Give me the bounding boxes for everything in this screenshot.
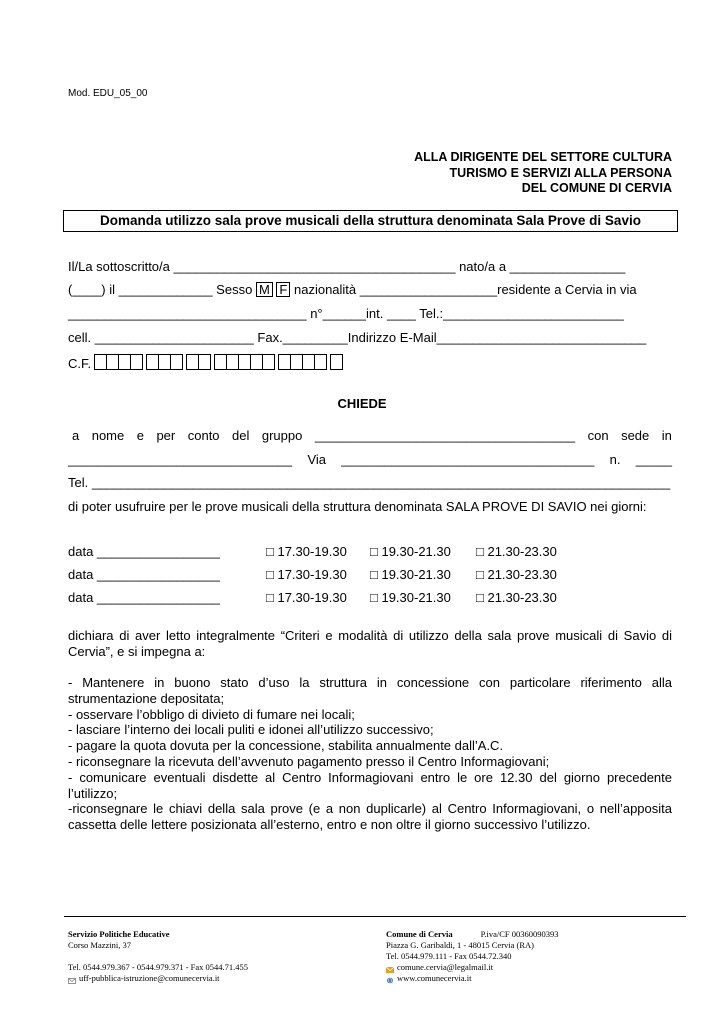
slot-checkbox[interactable]: □ 17.30-19.30 [266, 544, 347, 559]
slot-checkbox[interactable]: □ 17.30-19.30 [266, 567, 347, 582]
word: a [72, 428, 80, 443]
applicant-birth-line[interactable] [68, 282, 637, 298]
footer-left [68, 929, 248, 984]
comune-phones: Tel. 0544.979.111 - Fax 0544.72.340 [386, 951, 512, 961]
comune-name: Comune di Cervia [386, 929, 453, 939]
footer-right [386, 929, 559, 984]
cf-cell[interactable] [262, 354, 275, 370]
recipient-line: ALLA DIRIGENTE DEL SETTORE CULTURA [414, 150, 672, 164]
obligation-item: - osservare l’obbligo di divieto di fumare nei locali; [68, 706, 355, 722]
recipient-line: DEL COMUNE DI CERVIA [521, 181, 672, 195]
date-field[interactable]: data _________________ [68, 544, 220, 559]
word: del [232, 428, 250, 443]
obligation-item: - Mantenere in buono stato d’uso la struttura in concessione con particolare riferimento alla strumentazione depositata; [68, 675, 672, 706]
obligation-item: -riconsegnare le chiavi della sala prove (e a non duplicarle) al Centro Informagiovani, o nell’apposita cassetta delle lettere posizionata all’esterno, entro e non oltre il giorno successivo l’utilizzo. [68, 801, 672, 833]
sex-f-checkbox[interactable]: F [276, 282, 290, 297]
office-phones: Tel. 0544.979.367 - 0544.979.371 - Fax 0544.71.455 [68, 962, 249, 972]
office-address: Corso Mazzini, 37 [68, 940, 132, 950]
slot-checkbox[interactable]: □ 21.30-23.30 [476, 567, 557, 582]
group-line[interactable] [72, 428, 672, 444]
sex-m-checkbox[interactable]: M [256, 282, 273, 297]
obligation-item: - lasciare l’interno dei locali puliti e idonei all’utilizzo successivo; [68, 722, 434, 738]
cf-group[interactable] [279, 354, 327, 370]
group-name-field[interactable]: ____________________________________ [314, 428, 576, 443]
slot-checkbox[interactable]: □ 19.30-21.30 [370, 567, 451, 582]
obligations-list [68, 675, 672, 833]
declaration-text: dichiara di aver letto integralmente “Criteri e modalità di utilizzo della sala prove musicali di Savio di Cervia”, e si impegna a: [68, 628, 672, 659]
slot-checkbox[interactable]: □ 19.30-21.30 [370, 544, 451, 559]
footer-divider [64, 916, 686, 917]
applicant-name-line[interactable]: Il/La sottoscritto/a _______________________________________ nato/a a ________________ [68, 259, 626, 274]
slot-checkbox[interactable]: □ 21.30-23.30 [476, 590, 557, 605]
group-address-line[interactable] [68, 452, 672, 468]
word: conto [187, 428, 220, 443]
group-tel-line[interactable]: Tel. ________________________________________________________________________________ [68, 475, 671, 490]
comune-web-link[interactable]: www.comunecervia.it [397, 973, 472, 983]
recipient-line: TURISMO E SERVIZI ALLA PERSONA [449, 165, 672, 180]
vat-number: P.iva/CF 00360090393 [480, 929, 559, 939]
cf-input-boxes[interactable] [95, 354, 347, 370]
group-number-field[interactable]: _____ [635, 452, 672, 467]
obligation-item: - riconsegnare la ricevuta dell’avvenuto pagamento presso il Centro Informagiovani; [68, 753, 550, 769]
word: con [587, 428, 609, 443]
nationality-residence-field[interactable]: nazionalità ___________________residente a Cervia in via [293, 282, 637, 297]
group-city-field[interactable]: _______________________________ [68, 452, 293, 467]
comune-pec-row[interactable] [386, 962, 559, 973]
cf-cell[interactable] [330, 354, 343, 370]
comune-pec-link[interactable]: comune.cervia@legalmail.it [397, 962, 494, 972]
comune-web-row[interactable] [386, 973, 559, 984]
birth-date-field[interactable]: (____) il _____________ Sesso [68, 282, 253, 297]
module-code: Mod. EDU_05_00 [68, 88, 148, 99]
word: in [661, 428, 672, 443]
word: n. [609, 452, 621, 467]
word: e [136, 428, 144, 443]
cf-group[interactable] [331, 354, 343, 370]
mail-icon [68, 976, 76, 982]
form-title: Domanda utilizzo sala prove musicali della struttura denominata Sala Prove di Savio [63, 210, 678, 232]
office-email-row[interactable] [68, 973, 248, 984]
address-line[interactable]: _________________________________ n°______int. ____ Tel.:_________________________ [68, 306, 624, 321]
mail-icon [386, 965, 394, 971]
date-field[interactable]: data _________________ [68, 567, 220, 582]
word: sede [621, 428, 650, 443]
slot-checkbox[interactable]: □ 19.30-21.30 [370, 590, 451, 605]
slot-checkbox[interactable]: □ 21.30-23.30 [476, 544, 557, 559]
cf-cell[interactable] [170, 354, 183, 370]
cf-group[interactable] [147, 354, 183, 370]
contact-line[interactable]: cell. ______________________ Fax._________Indirizzo E-Mail_____________________________ [68, 330, 647, 345]
obligation-item: - pagare la quota dovuta per la concessione, stabilita annualmente dall’A.C. [68, 738, 504, 754]
request-text: di poter usufruire per le prove musicali della struttura denominata SALA PROVE DI SAVIO nei giorni: [68, 499, 647, 514]
group-street-field[interactable]: ___________________________________ [341, 452, 595, 467]
comune-address: Piazza G. Garibaldi, 1 - 48015 Cervia (RA) [386, 940, 534, 950]
cf-group[interactable] [95, 354, 143, 370]
cf-cell[interactable] [314, 354, 327, 370]
office-email-link[interactable]: uff-pubblica-istruzione@comunecervia.it [79, 973, 220, 983]
recipient-block [414, 150, 672, 197]
chiede-heading: CHIEDE [337, 396, 387, 411]
word: nome [91, 428, 125, 443]
globe-icon [386, 976, 394, 982]
slot-checkbox[interactable]: □ 17.30-19.30 [266, 590, 347, 605]
word: gruppo [261, 428, 303, 443]
cf-label: C.F. [68, 356, 92, 371]
cf-group[interactable] [187, 354, 211, 370]
cf-cell[interactable] [198, 354, 211, 370]
office-name: Servizio Politiche Educative [68, 929, 170, 939]
date-field[interactable]: data _________________ [68, 590, 220, 605]
word: per [156, 428, 176, 443]
obligation-item: - comunicare eventuali disdette al Centro Informagiovani entro le ore 12.30 del giorno precedente l’utilizzo; [68, 769, 672, 801]
cf-cell[interactable] [130, 354, 143, 370]
cf-group[interactable] [215, 354, 275, 370]
word: Via [307, 452, 326, 467]
